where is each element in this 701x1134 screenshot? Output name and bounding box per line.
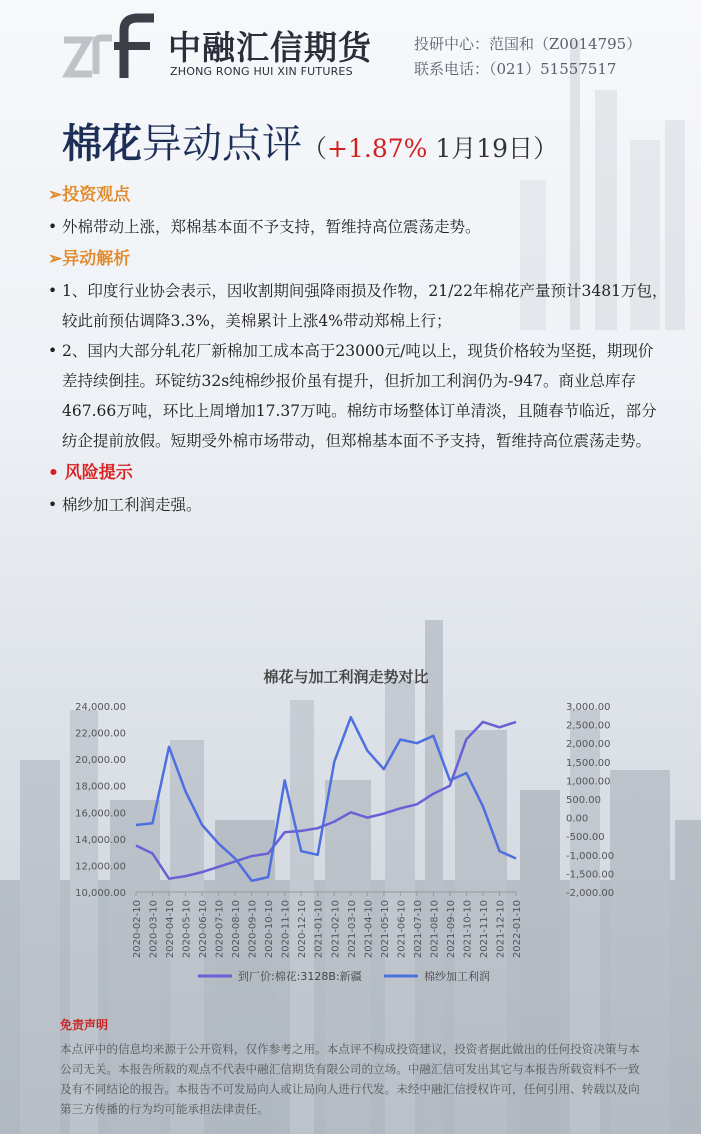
list-item-text: 棉纱加工利润走强。 bbox=[62, 496, 202, 514]
title-change: +1.87% bbox=[327, 134, 428, 163]
company-name-en: ZHONG RONG HUI XIN FUTURES bbox=[170, 65, 353, 78]
bullet-dot: • bbox=[48, 496, 58, 514]
bullet-dot: • bbox=[48, 342, 58, 360]
y-right-tick-label: 1,000.00 bbox=[566, 776, 611, 788]
x-tick-label: 2020-02-10 bbox=[132, 900, 143, 959]
x-tick-label: 2021-07-10 bbox=[412, 900, 424, 959]
x-tick-label: 2021-09-10 bbox=[445, 900, 457, 959]
y-right-tick-label: -1,000.00 bbox=[566, 850, 615, 862]
x-tick-label: 2021-12-10 bbox=[495, 900, 507, 959]
x-tick-label: 2020-07-10 bbox=[214, 900, 226, 959]
list-item bbox=[48, 276, 668, 336]
list-item-text: 外棉带动上涨，郑棉基本面不予支持，暂维持高位震荡走势。 bbox=[62, 218, 481, 236]
y-left-tick-label: 12,000.00 bbox=[75, 861, 126, 873]
chart-container bbox=[48, 652, 658, 1002]
title-paren-close: ） bbox=[533, 134, 559, 163]
x-tick-label: 2021-06-10 bbox=[396, 900, 408, 959]
chart-title: 棉花与加工利润走势对比 bbox=[263, 668, 429, 686]
y-right-tick-label: 1,500.00 bbox=[566, 757, 611, 769]
x-tick-label: 2020-10-10 bbox=[264, 900, 276, 959]
report-body bbox=[48, 178, 668, 520]
section-heading-analysis: ➢异动解析 bbox=[48, 249, 131, 269]
zrhx-logo-icon bbox=[62, 12, 162, 82]
y-left-tick-label: 22,000.00 bbox=[75, 728, 126, 740]
legend-item-profit: 棉纱加工利润 bbox=[424, 970, 490, 983]
y-right-tick-label: 3,000.00 bbox=[566, 702, 611, 713]
company-name-cn: 中融汇信期货 bbox=[168, 28, 372, 67]
x-tick-label: 2020-12-10 bbox=[297, 900, 309, 959]
y-right-tick-label: -1,500.00 bbox=[566, 869, 615, 881]
x-tick-label: 2021-04-10 bbox=[363, 900, 375, 959]
y-right-tick-label: -500.00 bbox=[566, 832, 605, 844]
x-tick-label: 2020-06-10 bbox=[198, 900, 210, 959]
cotton-profit-chart bbox=[48, 652, 658, 1002]
x-tick-label: 2021-03-10 bbox=[346, 900, 358, 959]
x-tick-label: 2020-09-10 bbox=[247, 900, 259, 959]
x-tick-label: 2021-11-10 bbox=[478, 900, 490, 959]
y-left-tick-label: 20,000.00 bbox=[75, 755, 126, 767]
x-tick-label: 2020-08-10 bbox=[231, 900, 243, 959]
series-line-1 bbox=[136, 722, 516, 879]
disclaimer-text: 本点评中的信息均来源于公开资料，仅作参考之用。本点评不构成投资建议，投资者据此做出的任何投资决策与本公司无关。本报告所载的观点不代表中融汇信期货有限公司的立场。中融汇信可发出其它与本报告所载资料不一致及有不同结论的报告。本报告不可发局向人或让局向人进行代发。未经中融汇信授权许可，任何引用、转载以及向第三方传播的行为均可能承担法律责任。 bbox=[60, 1042, 640, 1116]
list-item bbox=[48, 336, 668, 456]
x-tick-label: 2020-03-10 bbox=[148, 900, 160, 959]
y-right-tick-label: 2,000.00 bbox=[566, 739, 611, 751]
page-title bbox=[62, 112, 558, 169]
x-tick-label: 2021-08-10 bbox=[429, 900, 441, 959]
x-tick-label: 2022-01-10 bbox=[512, 900, 523, 959]
x-tick-label: 2020-05-10 bbox=[181, 900, 193, 959]
y-right-tick-label: -2,000.00 bbox=[566, 888, 615, 899]
y-right-tick-label: 2,500.00 bbox=[566, 720, 611, 732]
x-tick-label: 2020-04-10 bbox=[165, 900, 177, 959]
x-tick-label: 2021-05-10 bbox=[379, 900, 391, 959]
title-product: 棉花 bbox=[62, 121, 142, 167]
y-right-tick-label: 0.00 bbox=[566, 813, 589, 825]
red-bullet-dot: • bbox=[48, 463, 59, 483]
section-heading-view: ➢投资观点 bbox=[48, 185, 131, 205]
title-paren-open: （ bbox=[302, 134, 328, 163]
legend-item-price: 到厂价:棉花:3128B:新疆 bbox=[238, 970, 362, 983]
x-tick-label: 2021-10-10 bbox=[462, 900, 474, 959]
bullet-dot: • bbox=[48, 282, 58, 300]
y-left-tick-label: 18,000.00 bbox=[75, 781, 126, 793]
y-left-tick-label: 14,000.00 bbox=[75, 834, 126, 846]
disclaimer-title: 免责声明 bbox=[60, 1018, 109, 1032]
risk-heading-text: 风险提示 bbox=[64, 463, 133, 483]
researcher-line: 投研中心：范国和（Z0014795） bbox=[414, 35, 642, 53]
title-date: 1月19日 bbox=[427, 134, 534, 163]
list-item bbox=[48, 212, 668, 242]
section-heading-risk bbox=[48, 456, 668, 490]
y-left-tick-label: 16,000.00 bbox=[75, 808, 126, 820]
disclaimer bbox=[60, 1016, 650, 1119]
x-tick-label: 2021-02-10 bbox=[330, 900, 342, 959]
bullet-dot: • bbox=[48, 218, 58, 236]
phone-line: 联系电话：（021）51557517 bbox=[414, 60, 617, 78]
list-item-text: 2、国内大部分轧花厂新棉加工成本高于23000元/吨以上，现货价格较为坚挺，期现价差持续倒挂。环锭纺32s纯棉纱报价虽有提升，但折加工利润仍为-947。商业总库存467.66万吨，环比上周增加17.37万吨。棉纺市场整体订单清淡，且随春节临近，部分纺企提前放假。短期受外棉市场带动，但郑棉基本面不予支持，暂维持高位震荡走势。 bbox=[62, 342, 657, 450]
title-type: 异动点评 bbox=[142, 121, 302, 167]
header bbox=[0, 0, 701, 100]
y-left-tick-label: 24,000.00 bbox=[75, 702, 126, 713]
list-item-text: 1、印度行业协会表示，因收割期间强降雨损及作物，21/22年棉花产量预计3481万包，较此前预估调降3.3%，美棉累计上涨4%带动郑棉上行； bbox=[62, 282, 668, 330]
y-left-tick-label: 10,000.00 bbox=[75, 888, 126, 899]
series-line-2 bbox=[136, 717, 516, 881]
list-item bbox=[48, 490, 668, 520]
x-tick-label: 2021-01-10 bbox=[313, 900, 325, 959]
contact-info bbox=[414, 32, 641, 82]
x-tick-label: 2020-11-10 bbox=[280, 900, 292, 959]
y-right-tick-label: 500.00 bbox=[566, 795, 601, 806]
